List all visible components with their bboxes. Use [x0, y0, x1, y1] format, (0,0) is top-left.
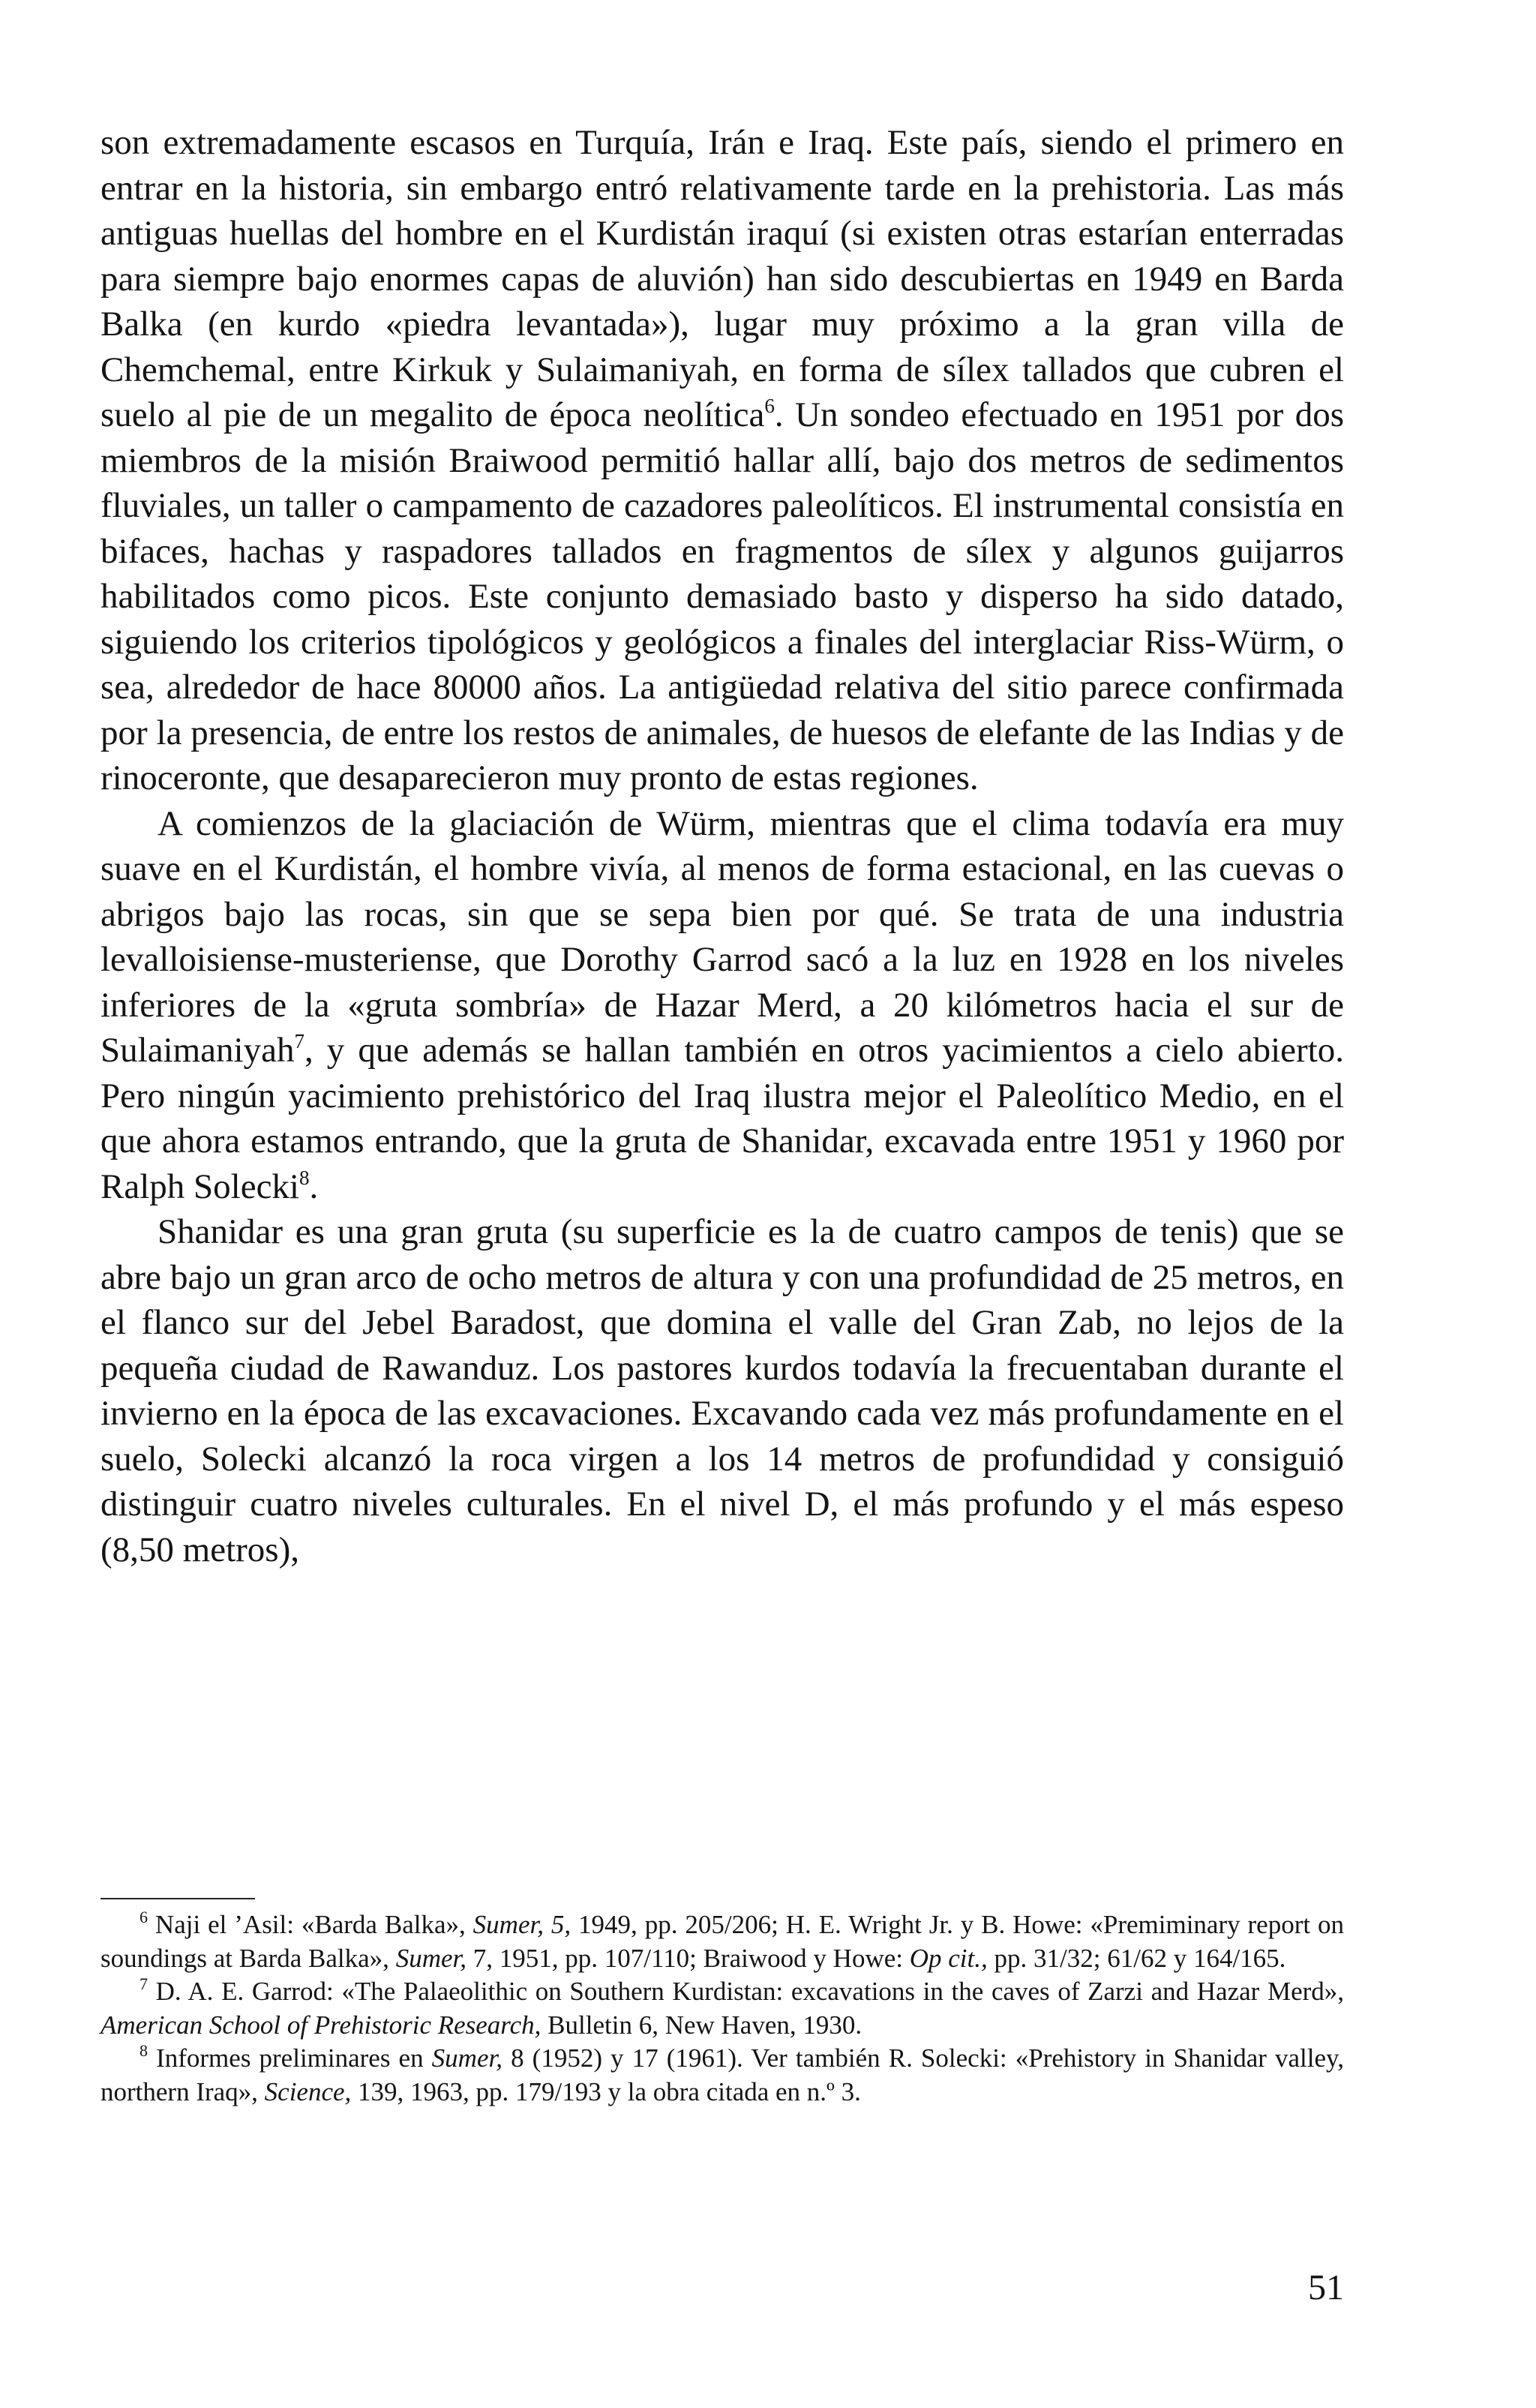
- footnote-text: Naji el ’Asil: «Barda Balka»,: [154, 1910, 473, 1939]
- footnote-number: 7: [140, 1974, 148, 1993]
- paragraph-text: son extremadamente escasos en Turquía, Irán e Iraq. Este país, siendo el primero en entrar en la historia, sin embargo entró relativamente tarde en la prehistoria. Las más antiguas huellas del hombre en el Kurdistán iraquí (si existen otras estarían enterradas para siempre bajo enormes capas de aluvión) han sido descubiertas en 1949 en Barda Balka (en kurdo «piedra levantada»), lugar muy próximo a la gran villa de Chemchemal, entre Kirkuk y Sulaimaniyah, en forma de sílex tallados que cubren el suelo al pie de un megalito de época neolítica: [100, 123, 1344, 434]
- footnote-text: Bulletin 6, New Haven, 1930.: [541, 2010, 862, 2040]
- footnote-text: 139, 1963, pp. 179/193 y la obra citada en n.º 3.: [351, 2076, 861, 2106]
- paragraph-text: Shanidar es una gran gruta (su superficie es la de cuatro campos de tenis) que se abre bajo un gran arco de ocho metros de altura y con una profundidad de 25 metros, en el flanco sur del Jebel Baradost, que domina el valle del Gran Zab, no lejos de la pequeña ciudad de Rawanduz. Los pastores kurdos todavía la frecuentaban durante el invierno en la época de las excavaciones. Excavando cada vez más profundamente en el suelo, Solecki alcanzó la roca virgen a los 14 metros de profundidad y consiguió distinguir cuatro niveles culturales. En el nivel D, el más profundo y el más espeso (8,50 metros),: [100, 1212, 1344, 1569]
- footnote-italic: Sumer,: [431, 2043, 502, 2073]
- footnote-number: 8: [140, 2041, 148, 2060]
- paragraph: [100, 1209, 1344, 1572]
- footnote-italic: Op cit.,: [909, 1943, 988, 1973]
- paragraph-text: .: [309, 1166, 319, 1206]
- footnote-ref: 8: [299, 1166, 310, 1189]
- paragraph-text: . Un sondeo efectuado en 1951 por dos miembros de la misión Braiwood permitió hallar allí, bajo dos metros de sedimentos fluviales, un taller o campamento de cazadores paleolíticos. El instrumental consistía en bifaces, hachas y raspadores tallados en fragmentos de sílex y algunos guijarros habilitados como picos. Este conjunto demasiado basto y disperso ha sido datado, siguiendo los criterios tipológicos y geológicos a finales del interglaciar Riss-Würm, o sea, alrededor de hace 80000 años. La antigüedad relativa del sitio parece confirmada por la presencia, de entre los restos de animales, de huesos de elefante de las Indias y de rinoceronte, que desaparecieron muy pronto de estas regiones.: [100, 395, 1344, 797]
- page-body: [100, 120, 1344, 1572]
- paragraph-text: , y que además se hallan también en otros yacimientos a cielo abierto. Pero ningún yacimiento prehistórico del Iraq ilustra mejor el Paleolítico Medio, en el que ahora estamos entrando, que la gruta de Shanidar, excavada entre 1951 y 1960 por Ralph Solecki: [100, 1031, 1344, 1206]
- footnote-ref: 6: [764, 395, 775, 417]
- page-number: 51: [1308, 2268, 1344, 2307]
- footnote-text: Informes preliminares en: [156, 2043, 432, 2073]
- footnote-italic: Sumer,: [395, 1943, 466, 1973]
- body-text: [100, 120, 1344, 1572]
- footnote-text: 8 (1952) y 17 (1961). Ver también R. Solecki: «Prehistory in Shanidar valley, northern Iraq»,: [100, 2043, 1345, 2106]
- footnote-italic: Sumer, 5,: [472, 1910, 572, 1939]
- footnote: [100, 1975, 1344, 2042]
- footnote-text: D. A. E. Garrod: «The Palaeolithic on Southern Kurdistan: excavations in the caves of Zarzi and Hazar Merd»,: [155, 1977, 1345, 2006]
- paragraph-text: A comienzos de la glaciación de Würm, mientras que el clima todavía era muy suave en el Kurdistán, el hombre vivía, al menos de forma estacional, en las cuevas o abrigos bajo las rocas, sin que se sepa bien por qué. Se trata de una industria levalloisiense-musteriense, que Dorothy Garrod sacó a la luz en 1928 en los niveles inferiores de la «gruta sombría» de Hazar Merd, a 20 kilómetros hacia el sur de Sulaimaniyah: [100, 803, 1344, 1070]
- footnote-text: 1949, pp. 205/206; H. E. Wright Jr. y B. Howe: «Premiminary report on soundings at Barda Balka»,: [100, 1910, 1344, 1973]
- footnote-ref: 7: [294, 1030, 304, 1052]
- footnote: [100, 1908, 1344, 1975]
- footnote-text: 7, 1951, pp. 107/110; Braiwood y Howe:: [466, 1943, 910, 1973]
- footnote-number: 6: [140, 1908, 148, 1926]
- paragraph: [100, 120, 1344, 801]
- paragraph: [100, 801, 1344, 1210]
- footnotes: [100, 1908, 1344, 2109]
- footnote-text: pp. 31/32; 61/62 y 164/165.: [987, 1943, 1286, 1973]
- footnote-italic: American School of Prehistoric Research,: [100, 2010, 542, 2040]
- footnote: [100, 2042, 1344, 2109]
- footnote-separator: [100, 1898, 255, 1899]
- footnote-italic: Science,: [264, 2076, 352, 2106]
